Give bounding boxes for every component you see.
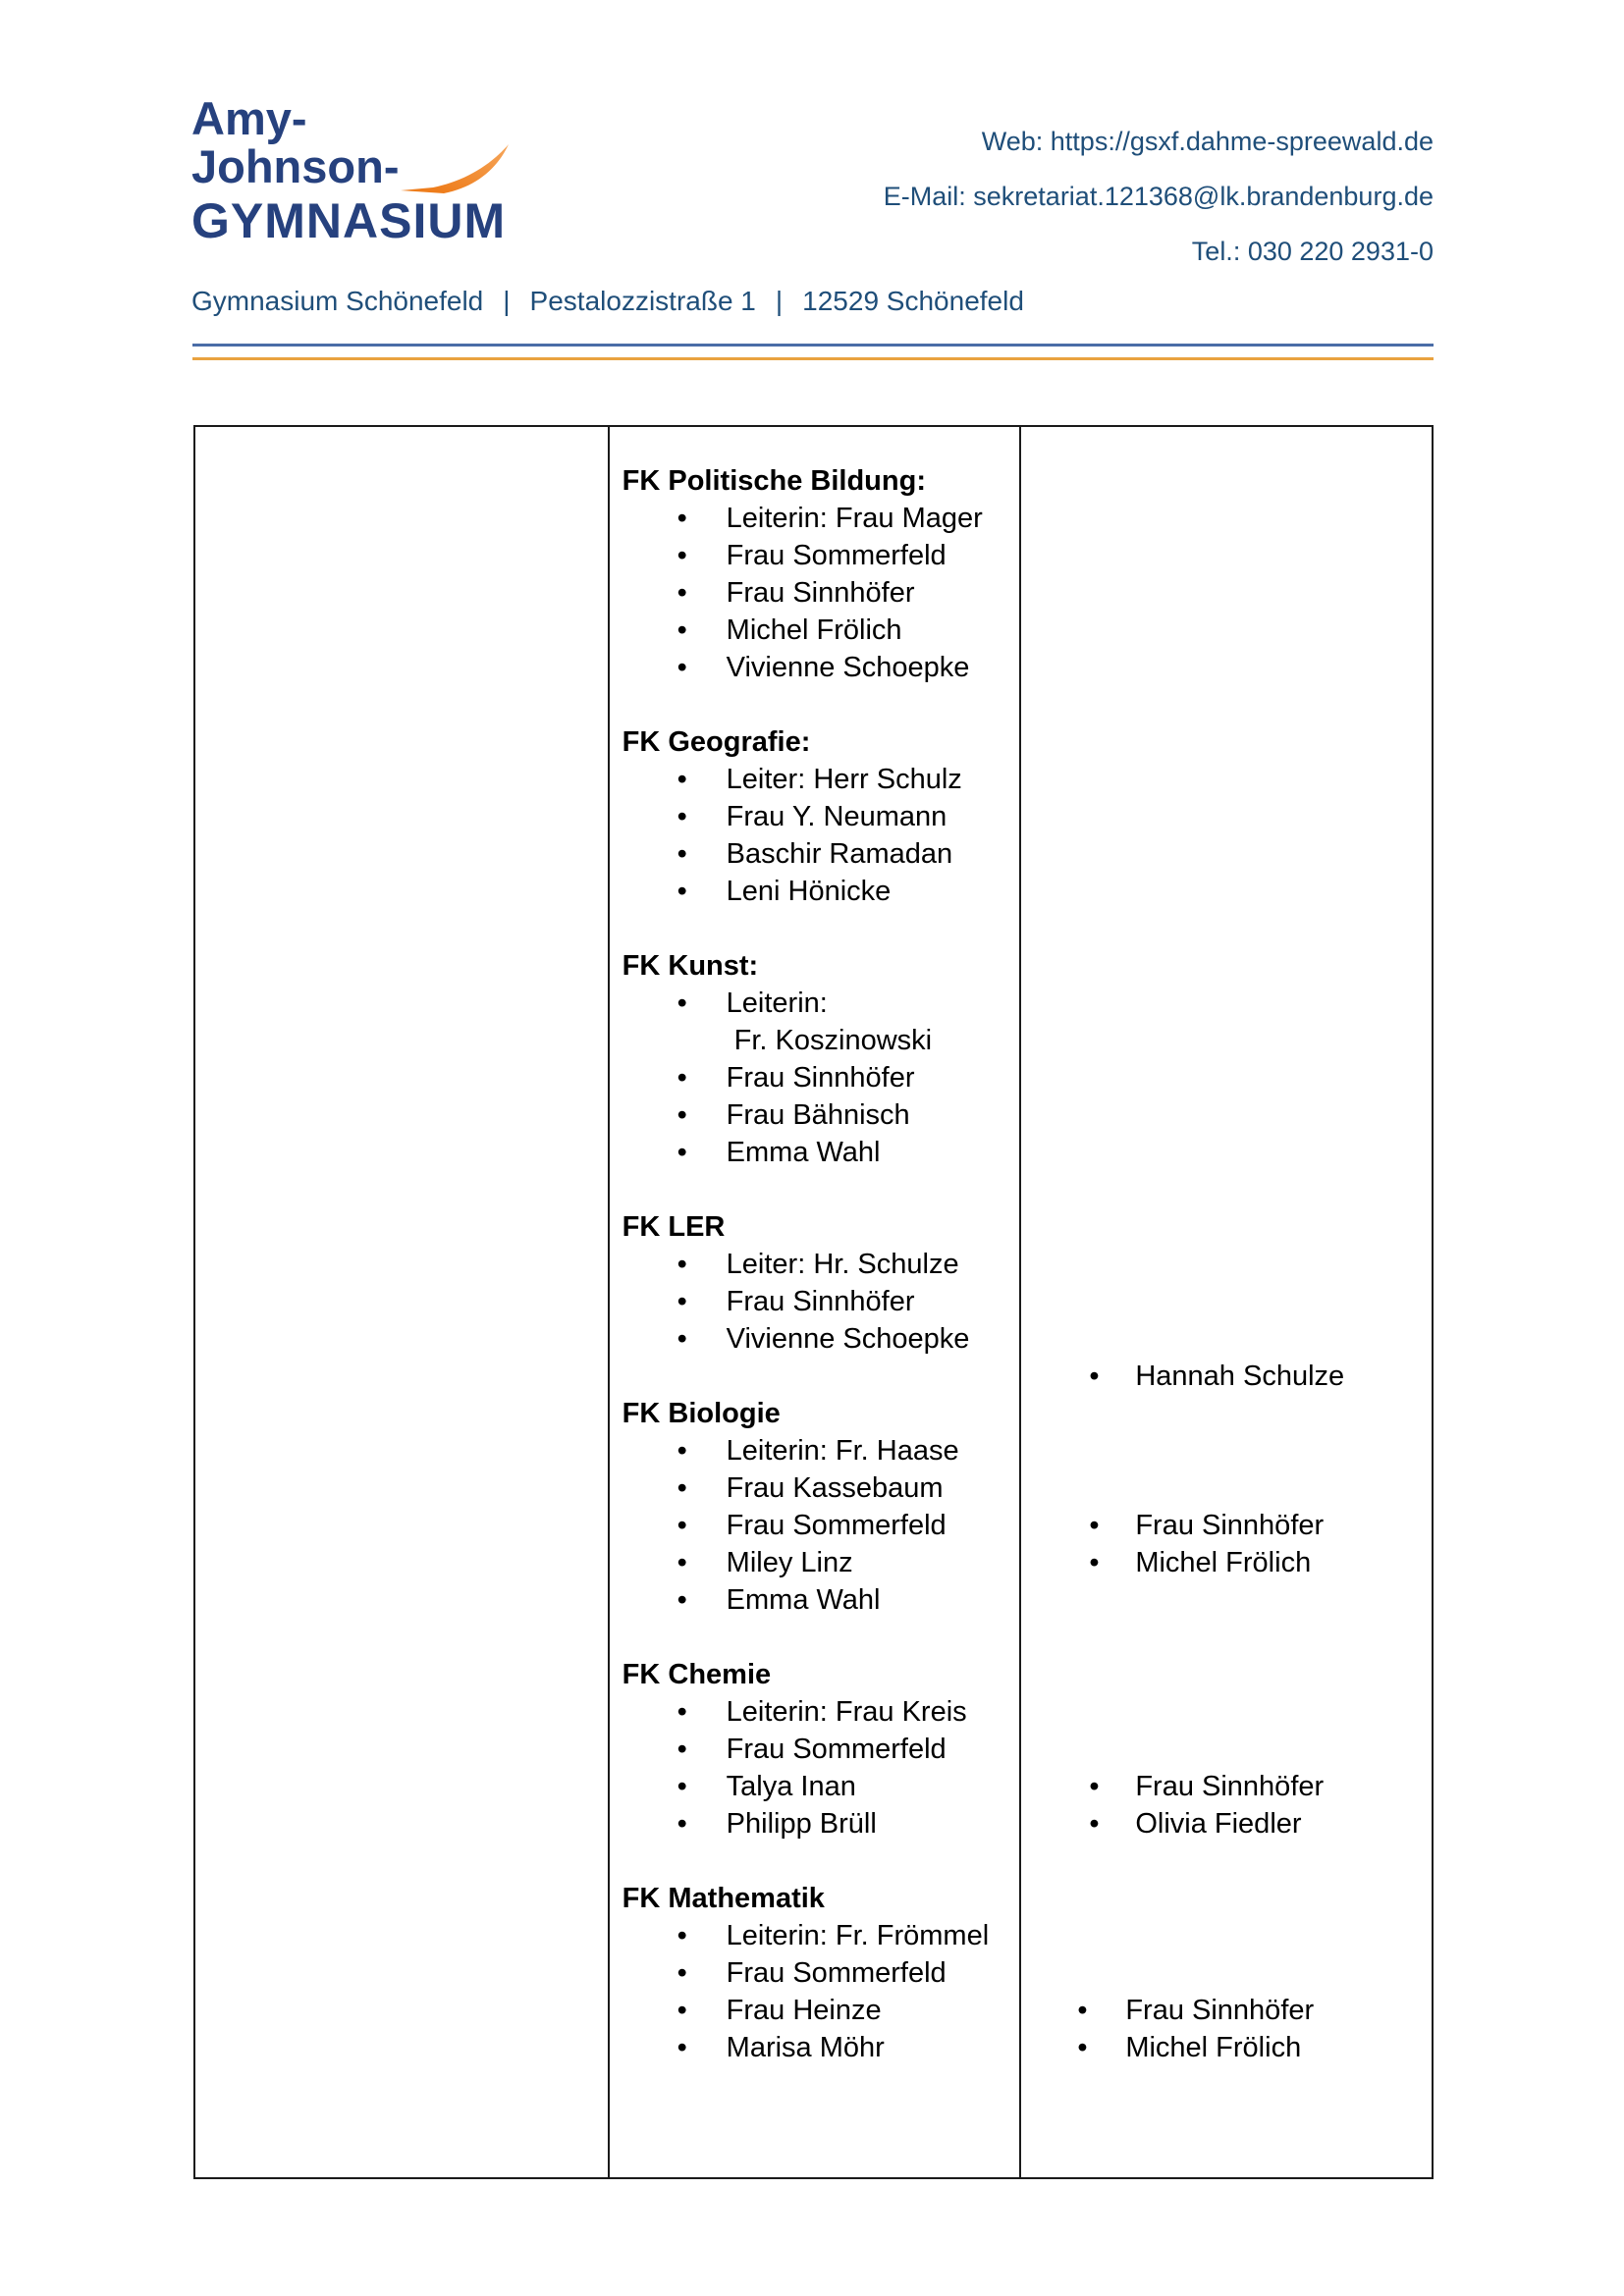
bullet-icon: •: [677, 876, 687, 907]
person-name: Leiter: Herr Schulz: [726, 764, 962, 795]
list-item: [623, 1581, 1012, 1619]
bullet-icon: •: [677, 1249, 687, 1280]
list-item: [623, 1096, 1012, 1134]
bullet-icon: •: [677, 1957, 687, 1989]
list-item: [623, 1469, 1012, 1507]
bullet-icon: •: [1077, 1995, 1088, 2026]
person-name: Leiterin:: [726, 988, 828, 1019]
address-separator: |: [503, 286, 511, 316]
fk-section: [623, 462, 1012, 686]
bullet-icon: •: [677, 1920, 687, 1951]
bullet-icon: •: [677, 503, 687, 534]
person-name: Talya Inan: [726, 1771, 856, 1802]
list-item: [623, 2029, 1012, 2066]
address-street: Pestalozzistraße 1: [529, 286, 756, 316]
fk-section: [623, 1880, 1012, 2066]
person-name: Emma Wahl: [726, 1137, 881, 1168]
list-item: [623, 835, 1012, 873]
bullet-icon: •: [677, 1062, 687, 1094]
right-column-group-1: [1021, 1358, 1432, 1395]
person-name: Frau Sinnhöfer: [1135, 1510, 1325, 1541]
person-name: Olivia Fiedler: [1135, 1808, 1302, 1840]
list-item: [623, 1693, 1012, 1731]
bullet-icon: •: [677, 1137, 687, 1168]
bullet-icon: •: [677, 1734, 687, 1765]
person-name: Frau Sinnhöfer: [726, 1286, 915, 1317]
divider-rule-blue: [192, 344, 1434, 347]
list-item: [623, 1768, 1012, 1805]
list-item: [623, 537, 1012, 574]
contact-tel: Tel.: 030 220 2931-0: [1191, 237, 1434, 266]
person-name: Michel Frölich: [1125, 2032, 1302, 2063]
person-name: Leiterin: Fr. Haase: [726, 1435, 959, 1467]
bullet-icon: •: [677, 764, 687, 795]
person-name: Frau Sommerfeld: [726, 540, 947, 571]
list-item: [623, 1731, 1012, 1768]
list-item: [1021, 1768, 1432, 1805]
list-item: [623, 1507, 1012, 1544]
fk-section: [623, 947, 1012, 1171]
person-name: Frau Sommerfeld: [726, 1957, 947, 1989]
person-name: Michel Frölich: [1135, 1547, 1312, 1578]
address-separator: |: [775, 286, 784, 316]
list-item: [623, 1059, 1012, 1096]
list-item: [623, 574, 1012, 612]
bullet-icon: •: [1089, 1361, 1100, 1392]
person-name: Leiterin: Frau Kreis: [726, 1696, 967, 1728]
bullet-icon: •: [677, 2032, 687, 2063]
list-item-continuation: [623, 1022, 1012, 1059]
bullet-icon: •: [1089, 1771, 1100, 1802]
bullet-icon: •: [677, 614, 687, 646]
list-item: [1021, 1358, 1432, 1395]
bullet-icon: •: [1089, 1510, 1100, 1541]
bullet-icon: •: [677, 838, 687, 870]
bullet-icon: •: [677, 1584, 687, 1616]
list-item: [623, 873, 1012, 910]
bullet-icon: •: [677, 540, 687, 571]
address-city: 12529 Schönefeld: [802, 286, 1024, 316]
bullet-icon: •: [1089, 1547, 1100, 1578]
list-item: [1021, 1805, 1432, 1842]
person-name: Vivienne Schoepke: [726, 652, 970, 683]
fk-section: [623, 723, 1012, 910]
divider-rule-orange: [192, 357, 1434, 360]
bullet-icon: •: [677, 577, 687, 609]
list-item: [623, 1917, 1012, 1954]
fk-section-title: FK Biologie: [622, 1398, 781, 1429]
right-column-group-4: [1021, 1992, 1432, 2066]
list-item: [623, 1134, 1012, 1171]
contact-block: [884, 114, 1434, 279]
person-name: Miley Linz: [726, 1547, 853, 1578]
person-name: Hannah Schulze: [1135, 1361, 1345, 1392]
list-item: [623, 1544, 1012, 1581]
bullet-icon: •: [677, 652, 687, 683]
logo-line-2: Johnson-: [191, 140, 400, 192]
table-cell-right: [1019, 427, 1432, 2177]
school-logo: [191, 94, 506, 247]
list-item: [623, 1992, 1012, 2029]
person-name: Frau Sinnhöfer: [726, 577, 915, 609]
list-item: [623, 1432, 1012, 1469]
table-cell-left: [195, 427, 608, 2177]
contact-web: Web: https://gsxf.dahme-spreewald.de: [981, 127, 1434, 156]
person-name: Philipp Brüll: [726, 1808, 877, 1840]
logo-line-3: GYMNASIUM: [191, 193, 507, 248]
person-name: Leiterin: Frau Mager: [726, 503, 983, 534]
bullet-icon: •: [677, 1696, 687, 1728]
bullet-icon: •: [677, 1435, 687, 1467]
list-item: [623, 1246, 1012, 1283]
address-school: Gymnasium Schönefeld: [191, 286, 484, 316]
person-name: Leiterin: Fr. Frömmel: [726, 1920, 990, 1951]
bullet-icon: •: [677, 1995, 687, 2026]
person-name: Michel Frölich: [726, 614, 902, 646]
bullet-icon: •: [677, 1771, 687, 1802]
list-item: [623, 985, 1012, 1022]
bullet-icon: •: [677, 1547, 687, 1578]
bullet-icon: •: [677, 1510, 687, 1541]
person-name: Vivienne Schoepke: [726, 1323, 970, 1355]
bullet-icon: •: [677, 1323, 687, 1355]
bullet-icon: •: [677, 988, 687, 1019]
person-name: Marisa Möhr: [726, 2032, 885, 2063]
fk-section: [623, 1656, 1012, 1842]
person-name: Frau Sinnhöfer: [1135, 1771, 1325, 1802]
list-item: [623, 1283, 1012, 1320]
fk-section: [623, 1395, 1012, 1619]
bullet-icon: •: [677, 1808, 687, 1840]
person-name: Fr. Koszinowski: [733, 1025, 933, 1056]
bullet-icon: •: [677, 1286, 687, 1317]
bullet-icon: •: [677, 1472, 687, 1504]
committee-table: [193, 425, 1434, 2179]
person-name: Frau Kassebaum: [726, 1472, 944, 1504]
list-item: [623, 500, 1012, 537]
list-item: [623, 798, 1012, 835]
person-name: Frau Sommerfeld: [726, 1734, 947, 1765]
fk-section-title: FK Kunst:: [622, 950, 759, 982]
person-name: Leni Hönicke: [726, 876, 892, 907]
logo-line-1: Amy-: [191, 92, 307, 144]
bullet-icon: •: [1089, 1808, 1100, 1840]
contact-email: E-Mail: sekretariat.121368@lk.brandenburg.de: [883, 182, 1434, 211]
list-item: [623, 761, 1012, 798]
right-column-group-2: [1021, 1507, 1432, 1581]
person-name: Baschir Ramadan: [726, 838, 953, 870]
list-item: [623, 649, 1012, 686]
list-item: [1021, 1544, 1432, 1581]
person-name: Frau Heinze: [726, 1995, 882, 2026]
right-column-group-3: [1021, 1768, 1432, 1842]
list-item: [1021, 1507, 1432, 1544]
bullet-icon: •: [677, 1099, 687, 1131]
fk-section-title: FK Mathematik: [622, 1883, 825, 1914]
person-name: Frau Y. Neumann: [726, 801, 947, 832]
address-line: [191, 286, 1024, 317]
table-cell-middle: [608, 427, 1020, 2177]
fk-sections: [623, 462, 1012, 2066]
swoosh-icon: [400, 143, 510, 194]
person-name: Frau Sinnhöfer: [1125, 1995, 1315, 2026]
fk-section-title: FK Politische Bildung:: [622, 465, 926, 497]
person-name: Frau Bähnisch: [726, 1099, 910, 1131]
list-item: [623, 612, 1012, 649]
bullet-icon: •: [677, 801, 687, 832]
fk-section-title: FK Chemie: [622, 1659, 772, 1690]
list-item: [1021, 1992, 1432, 2029]
list-item: [623, 1805, 1012, 1842]
fk-section-title: FK LER: [622, 1211, 726, 1243]
fk-section: [623, 1208, 1012, 1358]
person-name: Frau Sommerfeld: [726, 1510, 947, 1541]
bullet-icon: •: [1077, 2032, 1088, 2063]
fk-section-title: FK Geografie:: [622, 726, 811, 758]
person-name: Frau Sinnhöfer: [726, 1062, 915, 1094]
person-name: Emma Wahl: [726, 1584, 881, 1616]
list-item: [1021, 2029, 1432, 2066]
person-name: Leiter: Hr. Schulze: [726, 1249, 959, 1280]
list-item: [623, 1954, 1012, 1992]
list-item: [623, 1320, 1012, 1358]
